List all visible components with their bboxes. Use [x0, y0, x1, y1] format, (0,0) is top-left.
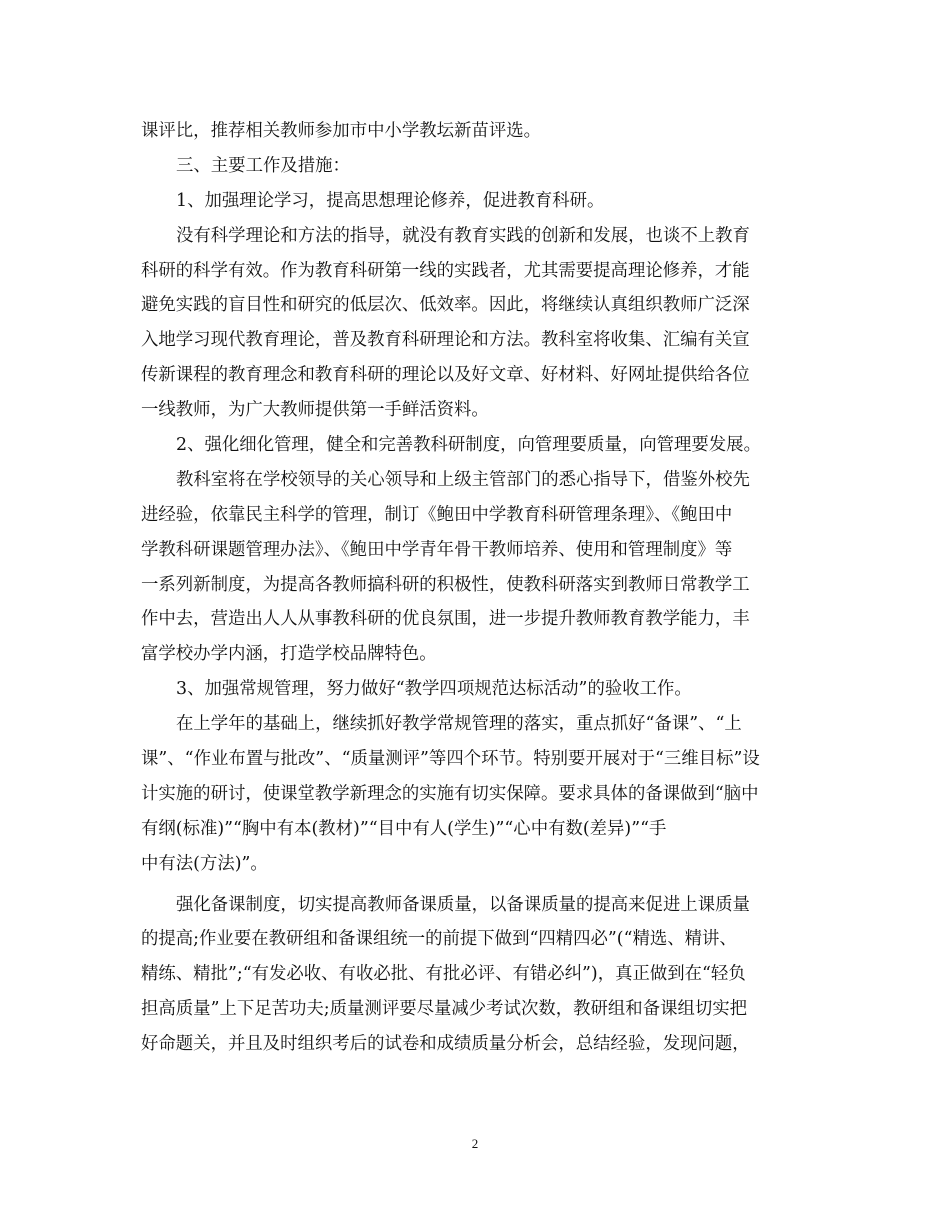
text-line: 1、加强理论学习，提高思想理论修养，促进教育科研。	[176, 190, 605, 211]
text-line: 担高质量”上下足苦功夫;质量测评要尽量减少考试次数，教研组和备课组切实把	[141, 999, 748, 1020]
text-line: 计实施的研讨，使课堂教学新理念的实施有切实保障。要求具体的备课做到“脑中	[141, 783, 759, 804]
text-line: 三、主要工作及措施：	[176, 155, 350, 176]
subsection-heading	[141, 184, 809, 219]
paragraph	[141, 888, 809, 1062]
text-line: 在上学年的基础上，继续抓好教学常规管理的落实，重点抓好“备课”、“上	[176, 714, 742, 735]
text-line: 的提高;作业要在教研组和备课组统一的前提下做到“四精四必”(“精选、精讲、	[141, 929, 737, 950]
text-line: 课评比，推荐相关教师参加市中小学教坛新苗评选。	[141, 121, 541, 141]
paragraph	[141, 463, 809, 672]
text-line: 避免实践的盲目性和研究的低层次、低效率。因此，将继续认真组织教师广泛深	[141, 295, 750, 316]
text-line: 没有科学理论和方法的指导，就没有教育实践的创新和发展，也谈不上教育	[176, 225, 750, 246]
text-line: 精练、精批”;“有发必收、有收必批、有批必评、有错必纠”)，真正做到在“轻负	[141, 964, 746, 985]
text-line: 3、加强常规管理，努力做好“教学四项规范达标活动”的验收工作。	[176, 679, 692, 700]
subsection-heading	[141, 428, 809, 463]
body-text	[141, 114, 809, 1062]
text-line: 入地学习现代教育理论，普及教育科研理论和方法。教科室将收集、汇编有关宣	[141, 330, 750, 351]
section-heading	[141, 149, 809, 184]
text-line: 富学校办学内涵，打造学校品牌特色。	[141, 644, 437, 665]
subsection-heading	[141, 672, 809, 707]
text-line: 中有法(方法)”。	[141, 853, 268, 874]
paragraph	[141, 707, 809, 881]
text-line: 进经验，依靠民主科学的管理，制订《鲍田中学教育科研管理条理》、《鲍田中	[141, 504, 733, 525]
text-line: 作中去，营造出人人从事教科研的优良氛围，进一步提升教师教育教学能力，丰	[141, 609, 750, 630]
text-line: 一系列新制度，为提高各教师搞科研的积极性，使教科研落实到教师日常教学工	[141, 574, 750, 595]
paragraph	[141, 114, 809, 149]
text-line: 课”、“作业布置与批改”、“质量测评”等四个环节。特别要开展对于“三维目标”设	[141, 749, 760, 770]
text-line: 2、强化细化管理，健全和完善教科研制度，向管理要质量，向管理要发展。	[176, 435, 761, 456]
text-line: 强化备课制度，切实提高教师备课质量，以备课质量的提高来促进上课质量	[176, 894, 750, 915]
page-number: 2	[471, 1136, 479, 1151]
text-line: 传新课程的教育理念和教育科研的理论以及好文章、好材料、好网址提供给各位	[141, 365, 750, 386]
text-line: 一线教师，为广大教师提供第一手鲜活资料。	[141, 400, 489, 421]
text-line: 有纲(标准)”“胸中有本(教材)”“目中有人(学生)”“心中有数(差异)”“手	[141, 818, 667, 839]
text-line: 科研的科学有效。作为教育科研第一线的实践者，尤其需要提高理论修养，才能	[141, 260, 750, 281]
paragraph	[141, 219, 809, 428]
text-line: 教科室将在学校领导的关心领导和上级主管部门的悉心指导下，借鉴外校先	[176, 469, 750, 490]
text-line: 好命题关，并且及时组织考后的试卷和成绩质量分析会，总结经验，发现问题，	[141, 1034, 750, 1055]
text-line: 学教科研课题管理办法》、《鲍田中学青年骨干教师培养、使用和管理制度》等	[141, 539, 733, 560]
